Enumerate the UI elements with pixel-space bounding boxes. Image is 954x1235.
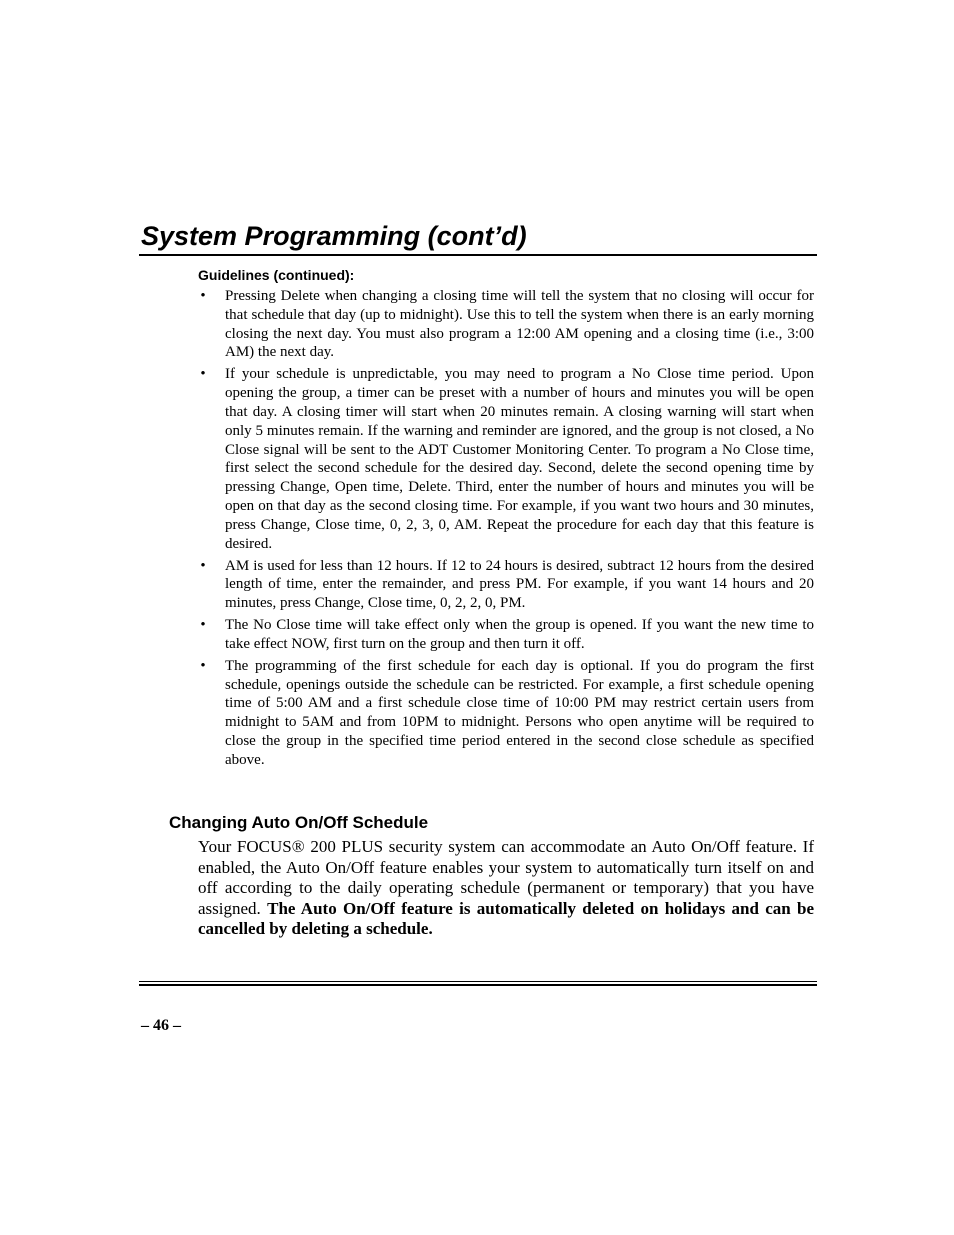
bullet-icon: •: [200, 557, 206, 574]
auto-onoff-paragraph: [198, 837, 814, 940]
list-item-text: The No Close time will take effect only when the group is opened. If you want the new time to take effect NOW, first turn on the group and then turn it off.: [225, 617, 814, 652]
list-item: [198, 365, 814, 553]
bullet-icon: •: [200, 657, 206, 674]
footer-rule-thick: [139, 984, 817, 986]
bullet-icon: •: [200, 617, 206, 634]
list-item: [198, 657, 814, 770]
list-item: [198, 287, 814, 362]
list-item-text: If your schedule is unpredictable, you may need to program a No Close time period. Upon opening the group, a timer can be preset with a number of hours and minutes you will be open that day. A closing timer will start when 20 minutes remain. A closing warning will start when only 5 minutes remain. If the warning and reminder are ignored, and the group is not closed, a No Close signal will be sent to the ADT Customer Monitoring Center. To program a No Close time, first select the second schedule for the desired day. Second, delete the second opening time by pressing Change, Open time, Delete. Third, enter the number of hours and minutes you will be open on that day as the second closing time. For example, if you want two hours and 30 minutes, press Change, Close time, 0, 2, 3, 0, AM. Repeat the procedure for each day that this feature is desired.: [225, 366, 814, 552]
auto-onoff-text: Your FOCUS® 200 PLUS security system can accommodate an Auto On/Off feature. If enabled, the Auto On/Off feature enables your system to automatically turn itself on and off according to the daily operating schedule (permanent or temporary) that you have assigned.: [198, 837, 814, 918]
page-title: System Programming (cont’d): [141, 221, 527, 251]
footer-rule-thin: [139, 981, 817, 982]
guidelines-heading: Guidelines (continued):: [198, 267, 355, 283]
list-item: [198, 616, 814, 654]
auto-onoff-bold-text: The Auto On/Off feature is automatically deleted on holidays and can be cancelled by deleting a schedule.: [198, 898, 815, 939]
list-item-text: AM is used for less than 12 hours. If 12 to 24 hours is desired, subtract 12 hours from the desired length of time, enter the remainder, and press PM. For example, if you want 14 hours and 20 minutes, press Change, Close time, 0, 2, 2, 0, PM.: [225, 557, 814, 612]
bullet-icon: •: [200, 288, 206, 304]
bullet-icon: •: [200, 366, 206, 383]
guidelines-list: [198, 287, 814, 773]
title-rule: [139, 254, 817, 256]
list-item-text: The programming of the first schedule for each day is optional. If you do program the first schedule, openings outside the schedule can be restricted. For example, a first schedule opening time of 5:00 AM and a first schedule close time of 10:00 PM may restrict certain users from midnight to 5AM and from 10PM to midnight. Persons who open anytime will be required to close the group in the specified time period entered in the second close schedule as specified above.: [225, 657, 814, 768]
auto-onoff-heading: Changing Auto On/Off Schedule: [169, 813, 429, 832]
list-item-text: Pressing Delete when changing a closing time will tell the system that no closing will occur for that schedule that day (up to midnight). Use this to tell the system when there is an early morning closing the next day. You must also program a 12:00 AM opening and a closing time (i.e., 3:00 AM) the next day.: [225, 288, 814, 361]
list-item: [198, 557, 814, 613]
page-number: – 46 –: [141, 1017, 181, 1034]
